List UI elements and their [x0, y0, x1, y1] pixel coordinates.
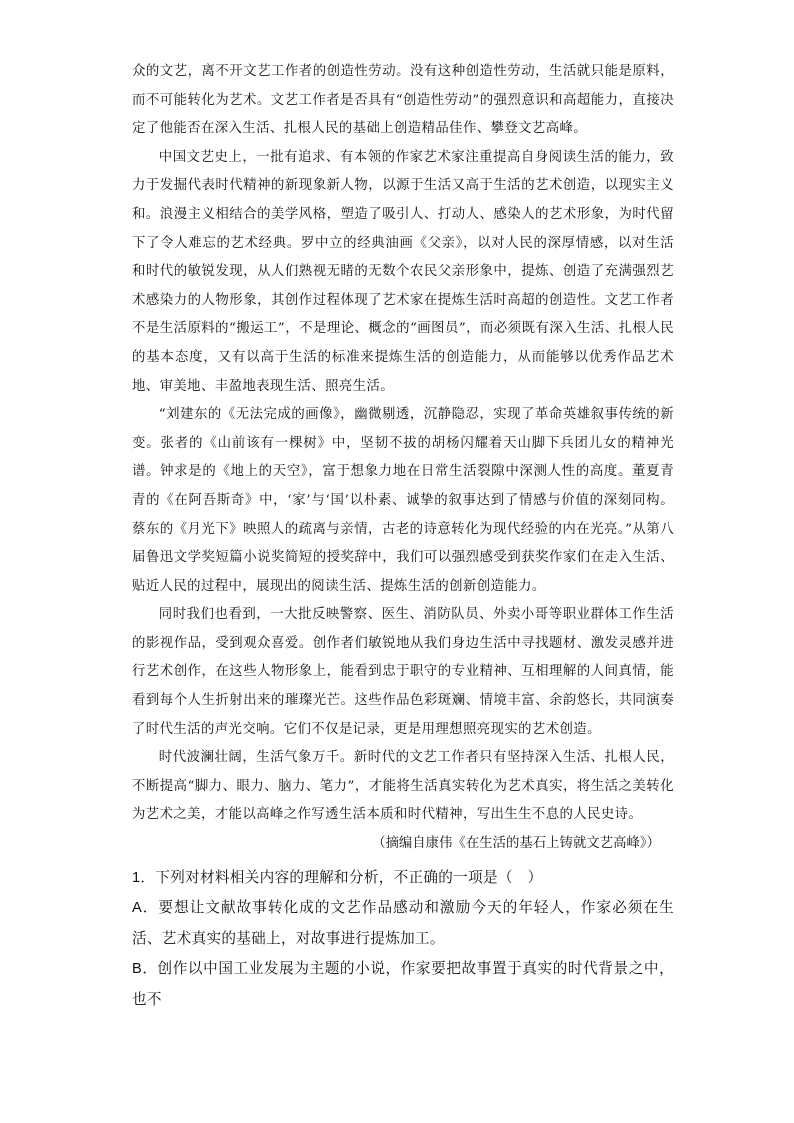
question-option-a: A．要想让文献故事转化成的文艺作品感动和激励今天的年轻人，作家必须在生活、艺术真实的基础上，对故事进行提炼加工。 [132, 900, 674, 947]
article-body [132, 58, 674, 859]
article-paragraph-1: 众的文艺，离不开文艺工作者的创造性劳动。没有这种创造性劳动，生活就只能是原料，而不可能转化为艺术。文艺工作者是否具有“创造性劳动”的强烈意识和高超能力，直接决定了他能否在深入生活、扎根人民的基础上创造精品佳作、攀登文艺高峰。 [132, 64, 674, 137]
document-page [132, 58, 674, 1015]
question-block [132, 863, 674, 1016]
article-paragraph-5: 时代波澜壮阔，生活气象万千。新时代的文艺工作者只有坚持深入生活、扎根人民，不断提高“脚力、眼力、脑力、笔力”，才能将生活真实转化为艺术真实，将生活之美转化为艺术之美，才能以高峰之作写透生活本质和时代精神，写出生生不息的人民史诗。 [132, 750, 674, 823]
question-stem: 1．下列对材料相关内容的理解和分析，不正确的一项是（ ） [132, 869, 543, 886]
article-paragraph-2: 中国文艺史上，一批有追求、有本领的作家艺术家注重提高自身阅读生活的能力，致力于发掘代表时代精神的新现象新人物，以源于生活又高于生活的艺术创造，以现实主义和。浪漫主义相结合的美学风格，塑造了吸引人、打动人、感染人的艺术形象，为时代留下了令人难忘的艺术经典。罗中立的经典油画《父亲》，以对人民的深厚情感，以对生活和时代的敏锐发现，从人们熟视无睹的无数个农民父亲形象中，提炼、创造了充满强烈艺术感染力的人物形象，其创作过程体现了艺术家在提炼生活时高超的创造性。文艺工作者不是生活原料的“搬运工”，不是理论、概念的“画图员”，而必须既有深入生活、扎根人民的基本态度，又有以高于生活的标准来提炼生活的创造能力，从而能够以优秀作品艺术地、审美地、丰盈地表现生活、照亮生活。 [132, 149, 674, 394]
article-paragraph-3: “刘建东的《无法完成的画像》，幽微剔透，沉静隐忍，实现了革命英雄叙事传统的新变。张者的《山前该有一棵树》中，坚韧不拔的胡杨闪耀着天山脚下兵团儿女的精神光谱。钟求是的《地上的天空》，富于想象力地在日常生活裂隙中深测人性的高度。董夏青青的《在阿吾斯奇》中，‘家’与‘国’以朴素、诚挚的叙事达到了情感与价值的深刻同构。蔡东的《月光下》映照人的疏离与亲情，古老的诗意转化为现代经验的内在光亮。”从第八届鲁迅文学奖短篇小说奖简短的授奖辞中，我们可以强烈感受到获奖作家们在走入生活、贴近人民的过程中，展现出的阅读生活、提炼生活的创新创造能力。 [132, 407, 674, 594]
article-source: （摘编自康伟《在生活的基石上铸就文艺高峰》） [372, 836, 660, 852]
question-option-b: B．创作以中国工业发展为主题的小说，作家要把故事置于真实的时代背景之中，也不 [132, 961, 674, 1008]
article-paragraph-4: 同时我们也看到，一大批反映警察、医生、消防队员、外卖小哥等职业群体工作生活的影视作品，受到观众喜爱。创作者们敏锐地从我们身边生活中寻找题材、激发灵感并进行艺术创作，在这些人物形象上，能看到忠于职守的专业精神、互相理解的人间真情，能看到每个人生折射出来的璀璨光芒。这些作品色彩斑斓、情境丰富、余韵悠长，共同演奏了时代生活的声光交响。它们不仅是记录，更是用理想照亮现实的艺术创造。 [132, 607, 674, 737]
